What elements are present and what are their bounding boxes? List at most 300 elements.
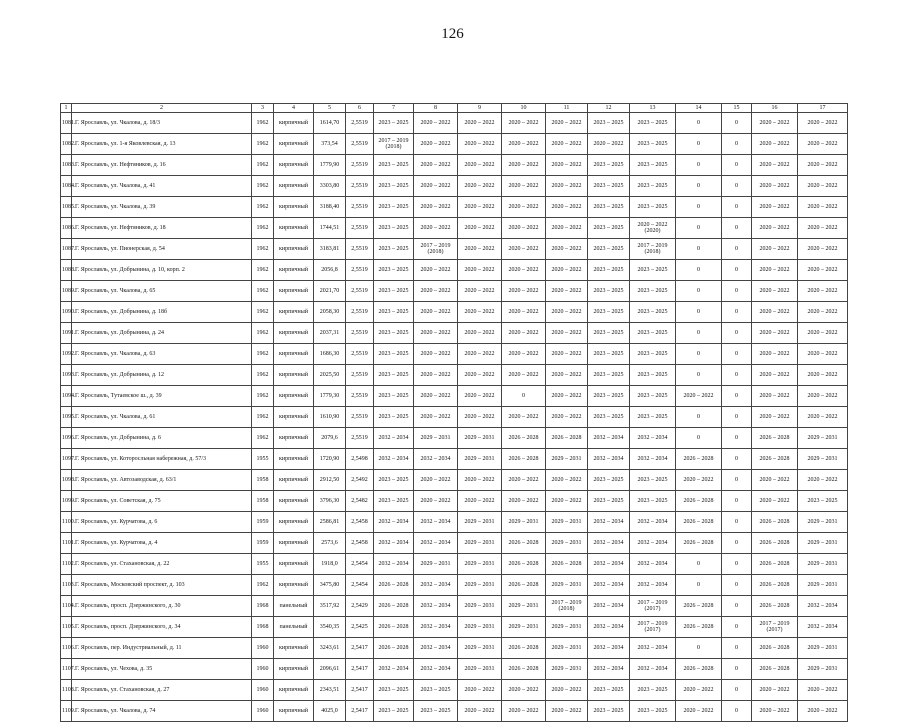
- table-cell: 2020 – 2022: [546, 155, 588, 176]
- table-cell: 1101.: [61, 533, 72, 554]
- table-cell: 0: [722, 176, 752, 197]
- table-cell: 2037,31: [314, 323, 346, 344]
- table-cell: 2023 – 2025: [374, 239, 414, 260]
- column-number-11: 11: [546, 104, 588, 113]
- table-cell: 2,5519: [346, 365, 374, 386]
- table-cell: 1088.: [61, 260, 72, 281]
- table-cell: 2023 – 2025: [374, 302, 414, 323]
- table-cell: 2020 – 2022: [546, 197, 588, 218]
- table-cell: 2032 – 2034: [374, 449, 414, 470]
- table-cell: 2020 – 2022: [458, 407, 502, 428]
- table-cell: 2020 – 2022: [502, 491, 546, 512]
- table-cell: 2020 – 2022: [676, 386, 722, 407]
- table-cell: панельный: [274, 617, 314, 638]
- table-cell: 2026 – 2028: [752, 512, 798, 533]
- table-cell: 2020 – 2022: [414, 113, 458, 134]
- table-cell: 2032 – 2034: [798, 596, 848, 617]
- table-cell: 2020 – 2022: [414, 134, 458, 155]
- table-cell: 0: [722, 407, 752, 428]
- table-cell: 2020 – 2022: [502, 407, 546, 428]
- table-cell: 2032 – 2034: [630, 428, 676, 449]
- table-cell: 2026 – 2028: [752, 428, 798, 449]
- table-cell: 2020 – 2022: [546, 302, 588, 323]
- table-cell: 1103.: [61, 575, 72, 596]
- table-cell: Г. Ярославль, ул. Которосльная набережная, д. 57/3: [72, 449, 252, 470]
- table-cell: 2029 – 2031: [546, 575, 588, 596]
- table-cell: 2032 – 2034: [630, 659, 676, 680]
- table-cell: 2,5519: [346, 134, 374, 155]
- table-cell: 2026 – 2028: [752, 596, 798, 617]
- column-number-8: 8: [414, 104, 458, 113]
- table-cell: 2017 – 2019 (2018): [630, 239, 676, 260]
- table-cell: 1962: [252, 113, 274, 134]
- table-cell: 2058,30: [314, 302, 346, 323]
- table-cell: 2023 – 2025: [630, 197, 676, 218]
- table-cell: 2029 – 2031: [458, 617, 502, 638]
- table-cell: 2020 – 2022: [414, 155, 458, 176]
- table-cell: 0: [722, 449, 752, 470]
- table-cell: 2020 – 2022: [752, 113, 798, 134]
- table-cell: 2020 – 2022: [752, 386, 798, 407]
- table-cell: 2023 – 2025: [374, 323, 414, 344]
- table-cell: 2023 – 2025: [374, 680, 414, 701]
- table-cell: 2023 – 2025: [374, 344, 414, 365]
- table-cell: 1089.: [61, 281, 72, 302]
- table-row: [61, 407, 848, 428]
- table-cell: 2029 – 2031: [546, 638, 588, 659]
- table-cell: 2023 – 2025: [588, 239, 630, 260]
- table-cell: 1090.: [61, 302, 72, 323]
- table-cell: 2020 – 2022: [458, 302, 502, 323]
- table-cell: кирпичный: [274, 638, 314, 659]
- table-cell: 0: [722, 596, 752, 617]
- table-cell: 2020 – 2022: [752, 323, 798, 344]
- table-cell: Г. Ярославль, ул. Чкалова, д. 41: [72, 176, 252, 197]
- table-cell: 2020 – 2022: [414, 386, 458, 407]
- table-cell: кирпичный: [274, 365, 314, 386]
- table-cell: 2023 – 2025: [630, 113, 676, 134]
- table-cell: 0: [722, 365, 752, 386]
- table-cell: 2023 – 2025: [630, 470, 676, 491]
- table-cell: 2020 – 2022: [414, 218, 458, 239]
- table-cell: 2,5458: [346, 533, 374, 554]
- table-cell: 1962: [252, 218, 274, 239]
- table-row: [61, 365, 848, 386]
- table-cell: 2020 – 2022: [414, 470, 458, 491]
- table-cell: 2020 – 2022: [414, 197, 458, 218]
- table-cell: 2912,50: [314, 470, 346, 491]
- table-cell: 0: [676, 365, 722, 386]
- table-cell: 4025,0: [314, 701, 346, 722]
- table-cell: 2020 – 2022: [502, 176, 546, 197]
- table-cell: 2020 – 2022: [752, 491, 798, 512]
- table-cell: Г. Ярославль, ул. Нефтяников, д. 18: [72, 218, 252, 239]
- table-cell: 2023 – 2025: [374, 113, 414, 134]
- table-cell: 1105.: [61, 617, 72, 638]
- table-cell: 2029 – 2031: [798, 659, 848, 680]
- table-cell: 2026 – 2028: [374, 596, 414, 617]
- table-row: [61, 449, 848, 470]
- table-cell: 2026 – 2028: [676, 659, 722, 680]
- table-cell: 2020 – 2022: [752, 281, 798, 302]
- table-cell: кирпичный: [274, 470, 314, 491]
- table-cell: 2032 – 2034: [630, 554, 676, 575]
- table-cell: 2023 – 2025: [374, 281, 414, 302]
- table-cell: 1960: [252, 701, 274, 722]
- table-cell: Г. Ярославль, ул. Курчатова, д. 6: [72, 512, 252, 533]
- table-cell: 2096,61: [314, 659, 346, 680]
- table-cell: Г. Ярославль, ул. Нефтяников, д. 16: [72, 155, 252, 176]
- table-cell: панельный: [274, 596, 314, 617]
- table-cell: кирпичный: [274, 113, 314, 134]
- table-cell: 2029 – 2031: [546, 617, 588, 638]
- table-cell: 2,5498: [346, 449, 374, 470]
- column-number-12: 12: [588, 104, 630, 113]
- table-cell: кирпичный: [274, 197, 314, 218]
- table-cell: 0: [676, 407, 722, 428]
- table-cell: 1962: [252, 407, 274, 428]
- table-cell: 1104.: [61, 596, 72, 617]
- table-row: [61, 113, 848, 134]
- table-cell: 2020 – 2022: [798, 701, 848, 722]
- column-number-16: 16: [752, 104, 798, 113]
- table-cell: 1098.: [61, 470, 72, 491]
- table-cell: 0: [676, 344, 722, 365]
- table-cell: 2029 – 2031: [546, 512, 588, 533]
- table-cell: 2586,81: [314, 512, 346, 533]
- table-cell: 1962: [252, 176, 274, 197]
- table-cell: 0: [676, 428, 722, 449]
- table-cell: 2017 – 2019 (2017): [630, 596, 676, 617]
- table-cell: 2023 – 2025: [374, 386, 414, 407]
- table-cell: 0: [676, 176, 722, 197]
- table-cell: 2029 – 2031: [458, 428, 502, 449]
- table-row: [61, 617, 848, 638]
- table-cell: 2,5417: [346, 701, 374, 722]
- table-cell: 2026 – 2028: [676, 449, 722, 470]
- table-cell: 2020 – 2022: [798, 470, 848, 491]
- table-cell: 2023 – 2025: [630, 365, 676, 386]
- table-cell: 2020 – 2022: [752, 365, 798, 386]
- table-cell: Г. Ярославль, ул. Добрынина, д. 24: [72, 323, 252, 344]
- table-cell: 2020 – 2022: [458, 197, 502, 218]
- table-cell: 2023 – 2025: [630, 491, 676, 512]
- table-cell: 2,5429: [346, 596, 374, 617]
- table-cell: Г. Ярославль, просп. Дзержинского, д. 34: [72, 617, 252, 638]
- table-header-row: [61, 104, 848, 113]
- table-cell: 2032 – 2034: [414, 533, 458, 554]
- table-cell: 2020 – 2022: [798, 260, 848, 281]
- table-row: [61, 512, 848, 533]
- table-cell: 2020 – 2022: [798, 134, 848, 155]
- table-cell: 0: [676, 218, 722, 239]
- table-cell: 2020 – 2022: [798, 323, 848, 344]
- table-cell: 2,5519: [346, 218, 374, 239]
- table-cell: Г. Ярославль, ул. Добрынина, д. 18б: [72, 302, 252, 323]
- table-cell: 2032 – 2034: [588, 638, 630, 659]
- table-cell: 2,5417: [346, 659, 374, 680]
- table-cell: 2020 – 2022: [458, 155, 502, 176]
- table-cell: 2029 – 2031: [458, 554, 502, 575]
- table-cell: 2026 – 2028: [502, 638, 546, 659]
- table-cell: 1095.: [61, 407, 72, 428]
- table-cell: 1108.: [61, 680, 72, 701]
- table-cell: 2020 – 2022: [752, 239, 798, 260]
- table-cell: Г. Ярославль, ул. Автозаводская, д. 63/1: [72, 470, 252, 491]
- table-cell: 2020 – 2022 (2020): [630, 218, 676, 239]
- table-cell: 2026 – 2028: [502, 449, 546, 470]
- table-cell: 2032 – 2034: [374, 512, 414, 533]
- table-cell: 2026 – 2028: [374, 638, 414, 659]
- table-cell: 2020 – 2022: [458, 260, 502, 281]
- table-cell: 3796,30: [314, 491, 346, 512]
- table-cell: 2026 – 2028: [374, 617, 414, 638]
- table-cell: 1962: [252, 575, 274, 596]
- table-cell: 2017 – 2019 (2017): [630, 617, 676, 638]
- table-cell: 2020 – 2022: [752, 680, 798, 701]
- table-cell: 1962: [252, 428, 274, 449]
- table-cell: 0: [722, 491, 752, 512]
- table-cell: 2032 – 2034: [588, 512, 630, 533]
- table-cell: кирпичный: [274, 491, 314, 512]
- table-cell: 2020 – 2022: [752, 302, 798, 323]
- table-cell: 2025,50: [314, 365, 346, 386]
- table-cell: кирпичный: [274, 533, 314, 554]
- table-cell: Г. Ярославль, ул. Чкалова, д. 61: [72, 407, 252, 428]
- table-cell: 1091.: [61, 323, 72, 344]
- table-cell: 2032 – 2034: [588, 449, 630, 470]
- table-row: [61, 575, 848, 596]
- table-cell: 1968: [252, 617, 274, 638]
- table-cell: 2020 – 2022: [458, 470, 502, 491]
- table-cell: 2020 – 2022: [414, 491, 458, 512]
- table-cell: 2020 – 2022: [414, 302, 458, 323]
- table-cell: 2023 – 2025: [588, 197, 630, 218]
- table-cell: 0: [676, 323, 722, 344]
- table-cell: 2023 – 2025: [374, 407, 414, 428]
- table-cell: 2,5519: [346, 281, 374, 302]
- table-cell: 2032 – 2034: [630, 533, 676, 554]
- table-row: [61, 428, 848, 449]
- table-cell: 2032 – 2034: [588, 617, 630, 638]
- table-cell: 0: [676, 302, 722, 323]
- table-cell: 2023 – 2025: [630, 680, 676, 701]
- table-cell: 2020 – 2022: [752, 218, 798, 239]
- table-cell: 1962: [252, 197, 274, 218]
- table-cell: 0: [722, 470, 752, 491]
- table-cell: 2023 – 2025: [414, 701, 458, 722]
- table-cell: 2020 – 2022: [458, 113, 502, 134]
- table-cell: 1081.: [61, 113, 72, 134]
- table-cell: 2032 – 2034: [588, 659, 630, 680]
- table-cell: 2020 – 2022: [502, 680, 546, 701]
- table-cell: 2023 – 2025: [630, 155, 676, 176]
- table-cell: 2023 – 2025: [588, 701, 630, 722]
- table-cell: 2026 – 2028: [546, 554, 588, 575]
- table-cell: 2026 – 2028: [676, 512, 722, 533]
- table-cell: Г. Ярославль, Московский проспект, д. 103: [72, 575, 252, 596]
- table-cell: кирпичный: [274, 680, 314, 701]
- table-cell: 0: [722, 533, 752, 554]
- table-cell: 2020 – 2022: [546, 386, 588, 407]
- table-cell: 1092.: [61, 344, 72, 365]
- table-cell: 2032 – 2034: [588, 554, 630, 575]
- table-row: [61, 155, 848, 176]
- table-cell: 2023 – 2025: [588, 155, 630, 176]
- table-cell: 2020 – 2022: [502, 302, 546, 323]
- table-cell: 2020 – 2022: [798, 281, 848, 302]
- table-cell: 2023 – 2025: [630, 701, 676, 722]
- table-cell: 2026 – 2028: [676, 596, 722, 617]
- table-cell: 1958: [252, 470, 274, 491]
- table-cell: 2020 – 2022: [588, 134, 630, 155]
- table-cell: 2020 – 2022: [752, 407, 798, 428]
- table-cell: 2032 – 2034: [414, 617, 458, 638]
- table-cell: 2017 – 2019 (2018): [374, 134, 414, 155]
- table-cell: 2026 – 2028: [752, 575, 798, 596]
- table-cell: 2029 – 2031: [414, 554, 458, 575]
- table-cell: 2020 – 2022: [798, 176, 848, 197]
- table-row: [61, 596, 848, 617]
- table-cell: 2026 – 2028: [676, 491, 722, 512]
- table-cell: 2029 – 2031: [458, 512, 502, 533]
- table-cell: 2023 – 2025: [630, 134, 676, 155]
- table-cell: 2020 – 2022: [414, 281, 458, 302]
- table-cell: 2032 – 2034: [414, 575, 458, 596]
- table-cell: 2029 – 2031: [798, 554, 848, 575]
- column-number-3: 3: [252, 104, 274, 113]
- table-cell: 1959: [252, 533, 274, 554]
- column-number-10: 10: [502, 104, 546, 113]
- table-cell: 0: [722, 386, 752, 407]
- table-cell: 2023 – 2025: [588, 365, 630, 386]
- table-cell: 2017 – 2019 (2018): [546, 596, 588, 617]
- table-cell: 1962: [252, 260, 274, 281]
- table-cell: 2026 – 2028: [502, 428, 546, 449]
- table-cell: кирпичный: [274, 134, 314, 155]
- table-cell: 2020 – 2022: [502, 113, 546, 134]
- table-cell: 2020 – 2022: [546, 260, 588, 281]
- table-cell: 2032 – 2034: [374, 659, 414, 680]
- table-cell: 2020 – 2022: [414, 260, 458, 281]
- table-cell: 2029 – 2031: [798, 428, 848, 449]
- table-cell: 2020 – 2022: [502, 197, 546, 218]
- table-cell: 0: [676, 554, 722, 575]
- table-cell: 2,5492: [346, 470, 374, 491]
- table-cell: 1686,30: [314, 344, 346, 365]
- table-row: [61, 218, 848, 239]
- table-cell: 2023 – 2025: [798, 491, 848, 512]
- table-cell: 0: [676, 239, 722, 260]
- table-cell: 2026 – 2028: [676, 533, 722, 554]
- table-cell: кирпичный: [274, 155, 314, 176]
- column-number-17: 17: [798, 104, 848, 113]
- table-cell: 2023 – 2025: [588, 176, 630, 197]
- table-cell: 1918,0: [314, 554, 346, 575]
- table-cell: 2020 – 2022: [546, 176, 588, 197]
- table-cell: 2020 – 2022: [798, 197, 848, 218]
- table-cell: 3540,35: [314, 617, 346, 638]
- table-cell: 2020 – 2022: [458, 386, 502, 407]
- table-cell: 0: [722, 680, 752, 701]
- table-cell: 2020 – 2022: [502, 281, 546, 302]
- table-cell: 3475,80: [314, 575, 346, 596]
- table-cell: 2029 – 2031: [458, 533, 502, 554]
- table-cell: 2017 – 2019 (2017): [752, 617, 798, 638]
- table-cell: 2023 – 2025: [588, 386, 630, 407]
- table-cell: 2029 – 2031: [502, 617, 546, 638]
- table-cell: 2029 – 2031: [458, 659, 502, 680]
- table-cell: 2023 – 2025: [588, 218, 630, 239]
- table-cell: 2,5519: [346, 176, 374, 197]
- table-cell: кирпичный: [274, 701, 314, 722]
- table-cell: 2023 – 2025: [630, 386, 676, 407]
- table-cell: кирпичный: [274, 218, 314, 239]
- table-row: [61, 197, 848, 218]
- table-cell: 2020 – 2022: [546, 113, 588, 134]
- table-cell: 2020 – 2022: [502, 260, 546, 281]
- table-cell: 2020 – 2022: [458, 239, 502, 260]
- table-cell: 2026 – 2028: [752, 554, 798, 575]
- table-cell: 2020 – 2022: [546, 134, 588, 155]
- table-cell: 2020 – 2022: [414, 344, 458, 365]
- table-cell: 2020 – 2022: [458, 344, 502, 365]
- table-cell: 1962: [252, 281, 274, 302]
- table-cell: 2023 – 2025: [374, 155, 414, 176]
- table-cell: Г. Ярославль, ул. Стахановская, д. 27: [72, 680, 252, 701]
- table-cell: 2,5482: [346, 491, 374, 512]
- table-cell: 2029 – 2031: [798, 575, 848, 596]
- table-cell: 2023 – 2025: [588, 491, 630, 512]
- table-cell: 0: [722, 512, 752, 533]
- table-row: [61, 680, 848, 701]
- table-cell: 1109.: [61, 701, 72, 722]
- table-cell: 0: [676, 113, 722, 134]
- table-cell: 2032 – 2034: [588, 533, 630, 554]
- table-cell: 2,5454: [346, 554, 374, 575]
- table-cell: 2020 – 2022: [676, 680, 722, 701]
- table-cell: 2023 – 2025: [588, 323, 630, 344]
- table-cell: 2023 – 2025: [588, 407, 630, 428]
- table-cell: 2029 – 2031: [414, 428, 458, 449]
- table-cell: 2,5519: [346, 197, 374, 218]
- table-cell: 2020 – 2022: [752, 197, 798, 218]
- table-cell: 2023 – 2025: [588, 113, 630, 134]
- table-cell: 2023 – 2025: [374, 176, 414, 197]
- table-cell: кирпичный: [274, 554, 314, 575]
- table-cell: Г. Ярославль, ул. Чехова, д. 35: [72, 659, 252, 680]
- table-cell: 1100.: [61, 512, 72, 533]
- table-row: [61, 491, 848, 512]
- table-cell: 1097.: [61, 449, 72, 470]
- table-cell: 2020 – 2022: [546, 680, 588, 701]
- table-cell: 0: [722, 134, 752, 155]
- table-cell: 2,5519: [346, 113, 374, 134]
- table-cell: Г. Ярославль, ул. Советская, д. 75: [72, 491, 252, 512]
- table-cell: кирпичный: [274, 428, 314, 449]
- table-cell: 0: [676, 638, 722, 659]
- table-cell: 2023 – 2025: [374, 218, 414, 239]
- table-cell: 2,5519: [346, 407, 374, 428]
- table-cell: 1960: [252, 659, 274, 680]
- table-cell: 2020 – 2022: [546, 701, 588, 722]
- table-cell: 0: [722, 344, 752, 365]
- table-cell: 2020 – 2022: [414, 365, 458, 386]
- table-cell: 1960: [252, 638, 274, 659]
- table-cell: 2023 – 2025: [630, 407, 676, 428]
- table-cell: 2020 – 2022: [798, 680, 848, 701]
- table-cell: 2,5519: [346, 323, 374, 344]
